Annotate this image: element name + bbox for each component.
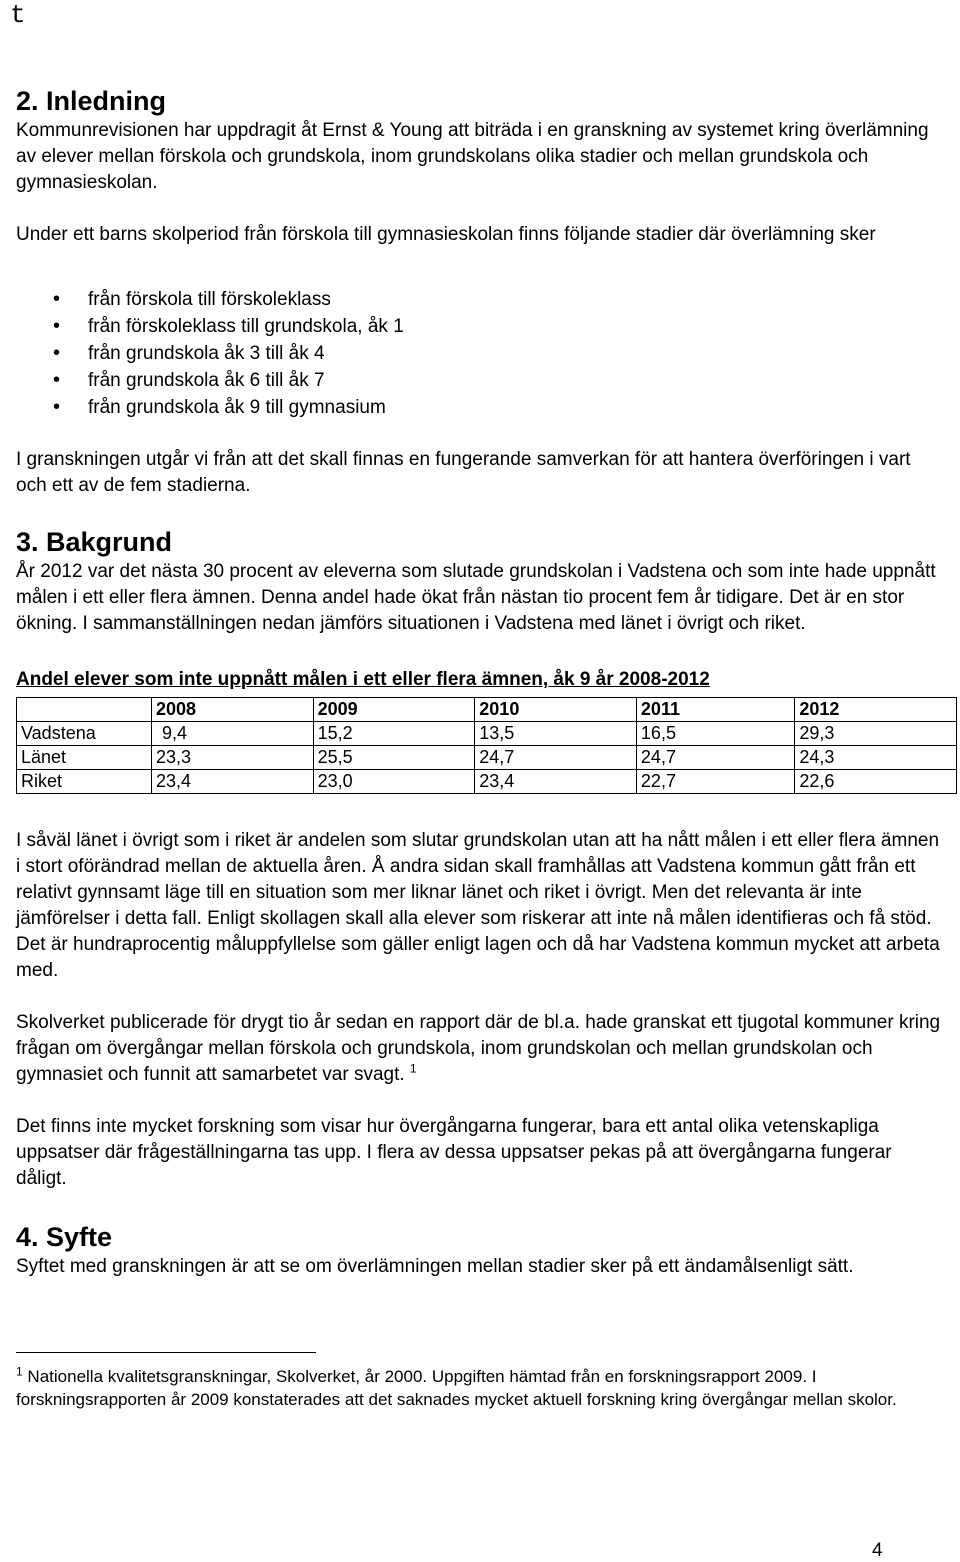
bakgrund-paragraph-3-text: Skolverket publicerade för drygt tio år sedan en rapport där de bl.a. hade granskat ett tjugotal kommuner kring frågan om övergångar mellan förskola och grundskola, inom grundskolan och mellan grundskolan och gymnasiet och funnit att samarbetet var svagt. (16, 1012, 941, 1085)
bakgrund-paragraph-4: Det finns inte mycket forskning som visar hur övergångarna fungerar, bara ett antal olika vetenskapliga uppsatser där frågeställningarna tas upp. I flera av dessa uppsatser pekas på att övergångarna fungerar dåligt. (16, 1116, 892, 1189)
header-cell: 2012 (795, 698, 957, 722)
footnote-text: Nationella kvalitetsgranskningar, Skolverket, år 2000. Uppgiften hämtad från en forskningsrapport 2009. I forskningsrapporten år 2009 konstaterades att det saknades mycket aktuell forskning kring övergångar mellan skolor. (16, 1367, 897, 1409)
table-cell: 25,5 (313, 746, 475, 770)
table-cell: 13,5 (475, 722, 637, 746)
document-body (16, 84, 946, 1411)
header-cell: 2010 (475, 698, 637, 722)
table-row (17, 770, 957, 794)
table-cell: 23,3 (152, 746, 314, 770)
bakgrund-paragraph-2: I såväl länet i övrigt som i riket är andelen som slutar grundskolan utan att ha nått målen i ett eller flera ämnen i stort oförändrad mellan de aktuella åren. Å andra sidan skall framhållas att Vadstena kommun gått från ett relativt gynnsamt läge till en situation som mer liknar länet och riket i övrigt. Men det relevanta är inte jämförelser i detta fall. Enligt skollagen skall alla elever som riskerar att inte nå målen identifieras och få stöd. Det är hundraprocentig måluppfyllelse som gäller enligt lagen och då har Vadstena kommun mycket att arbeta med. (16, 830, 940, 981)
list-item: • från grundskola åk 6 till åk 7 (16, 367, 946, 394)
corner-mark: t (10, 0, 26, 30)
table-cell: 24,7 (475, 746, 637, 770)
inledning-paragraph-1: Kommunrevisionen har uppdragit åt Ernst & Young att biträda i en granskning av systemet kring överlämning av elever mellan förskola och grundskola, inom grundskolans olika stadier och mellan grundskola och gymnasieskolan. (16, 120, 929, 193)
table-row (17, 722, 957, 746)
table-cell: 22,7 (636, 770, 794, 794)
table-cell: 29,3 (795, 722, 957, 746)
heading-syfte: 4. Syfte (16, 1222, 113, 1252)
footnote-reference[interactable]: 1 (409, 1061, 417, 1076)
list-item: • från förskola till förskoleklass (16, 286, 946, 313)
header-cell: 2009 (313, 698, 475, 722)
header-cell: 2011 (636, 698, 794, 722)
table-cell: 9,4 (152, 722, 314, 746)
page-number: 4 (872, 1540, 883, 1561)
row-label: Länet (17, 746, 152, 770)
row-label: Vadstena (17, 722, 152, 746)
stages-list (16, 286, 946, 421)
table-cell: 24,3 (795, 746, 957, 770)
syfte-paragraph-1: Syftet med granskningen är att se om överlämningen mellan stadier sker på ett ändamålsenligt sätt. (16, 1256, 854, 1277)
bakgrund-paragraph-1: År 2012 var det nästa 30 procent av eleverna som slutade grundskolan i Vadstena och som inte hade uppnått målen i ett eller flera ämnen. Denna andel hade ökat från nästan tio procent fem år tidigare. Det är en stor ökning. I sammanställningen nedan jämförs situationen i Vadstena med länet i övrigt och riket. (16, 561, 936, 634)
footnote-number: 1 (16, 1364, 23, 1379)
heading-inledning: 2. Inledning (16, 86, 167, 116)
bakgrund-paragraph-3 (16, 1010, 946, 1088)
table-title: Andel elever som inte uppnått målen i ett eller flera ämnen, åk 9 år 2008-2012 (16, 669, 710, 690)
inledning-paragraph-3: I granskningen utgår vi från att det skall finnas en fungerande samverkan för att hantera överföringen i vart och ett av de fem stadierna. (16, 449, 911, 496)
table-cell: 24,7 (636, 746, 794, 770)
inledning-paragraph-2: Under ett barns skolperiod från förskola till gymnasieskolan finns följande stadier där överlämning sker (16, 224, 876, 245)
footnote-separator (16, 1352, 316, 1353)
table-cell: 15,2 (313, 722, 475, 746)
table-cell: 23,4 (475, 770, 637, 794)
footnote (16, 1365, 946, 1411)
row-label: Riket (17, 770, 152, 794)
table-cell: 22,6 (795, 770, 957, 794)
heading-bakgrund: 3. Bakgrund (16, 527, 173, 557)
list-item: • från förskoleklass till grundskola, åk 1 (16, 313, 946, 340)
table-cell: 16,5 (636, 722, 794, 746)
table-cell: 23,4 (152, 770, 314, 794)
list-item: • från grundskola åk 9 till gymnasium (16, 394, 946, 421)
table-cell: 23,0 (313, 770, 475, 794)
list-item: • från grundskola åk 3 till åk 4 (16, 340, 946, 367)
table-row (17, 746, 957, 770)
results-table (16, 697, 957, 794)
header-cell: 2008 (152, 698, 314, 722)
table-header-row (17, 698, 957, 722)
header-cell (17, 698, 152, 722)
